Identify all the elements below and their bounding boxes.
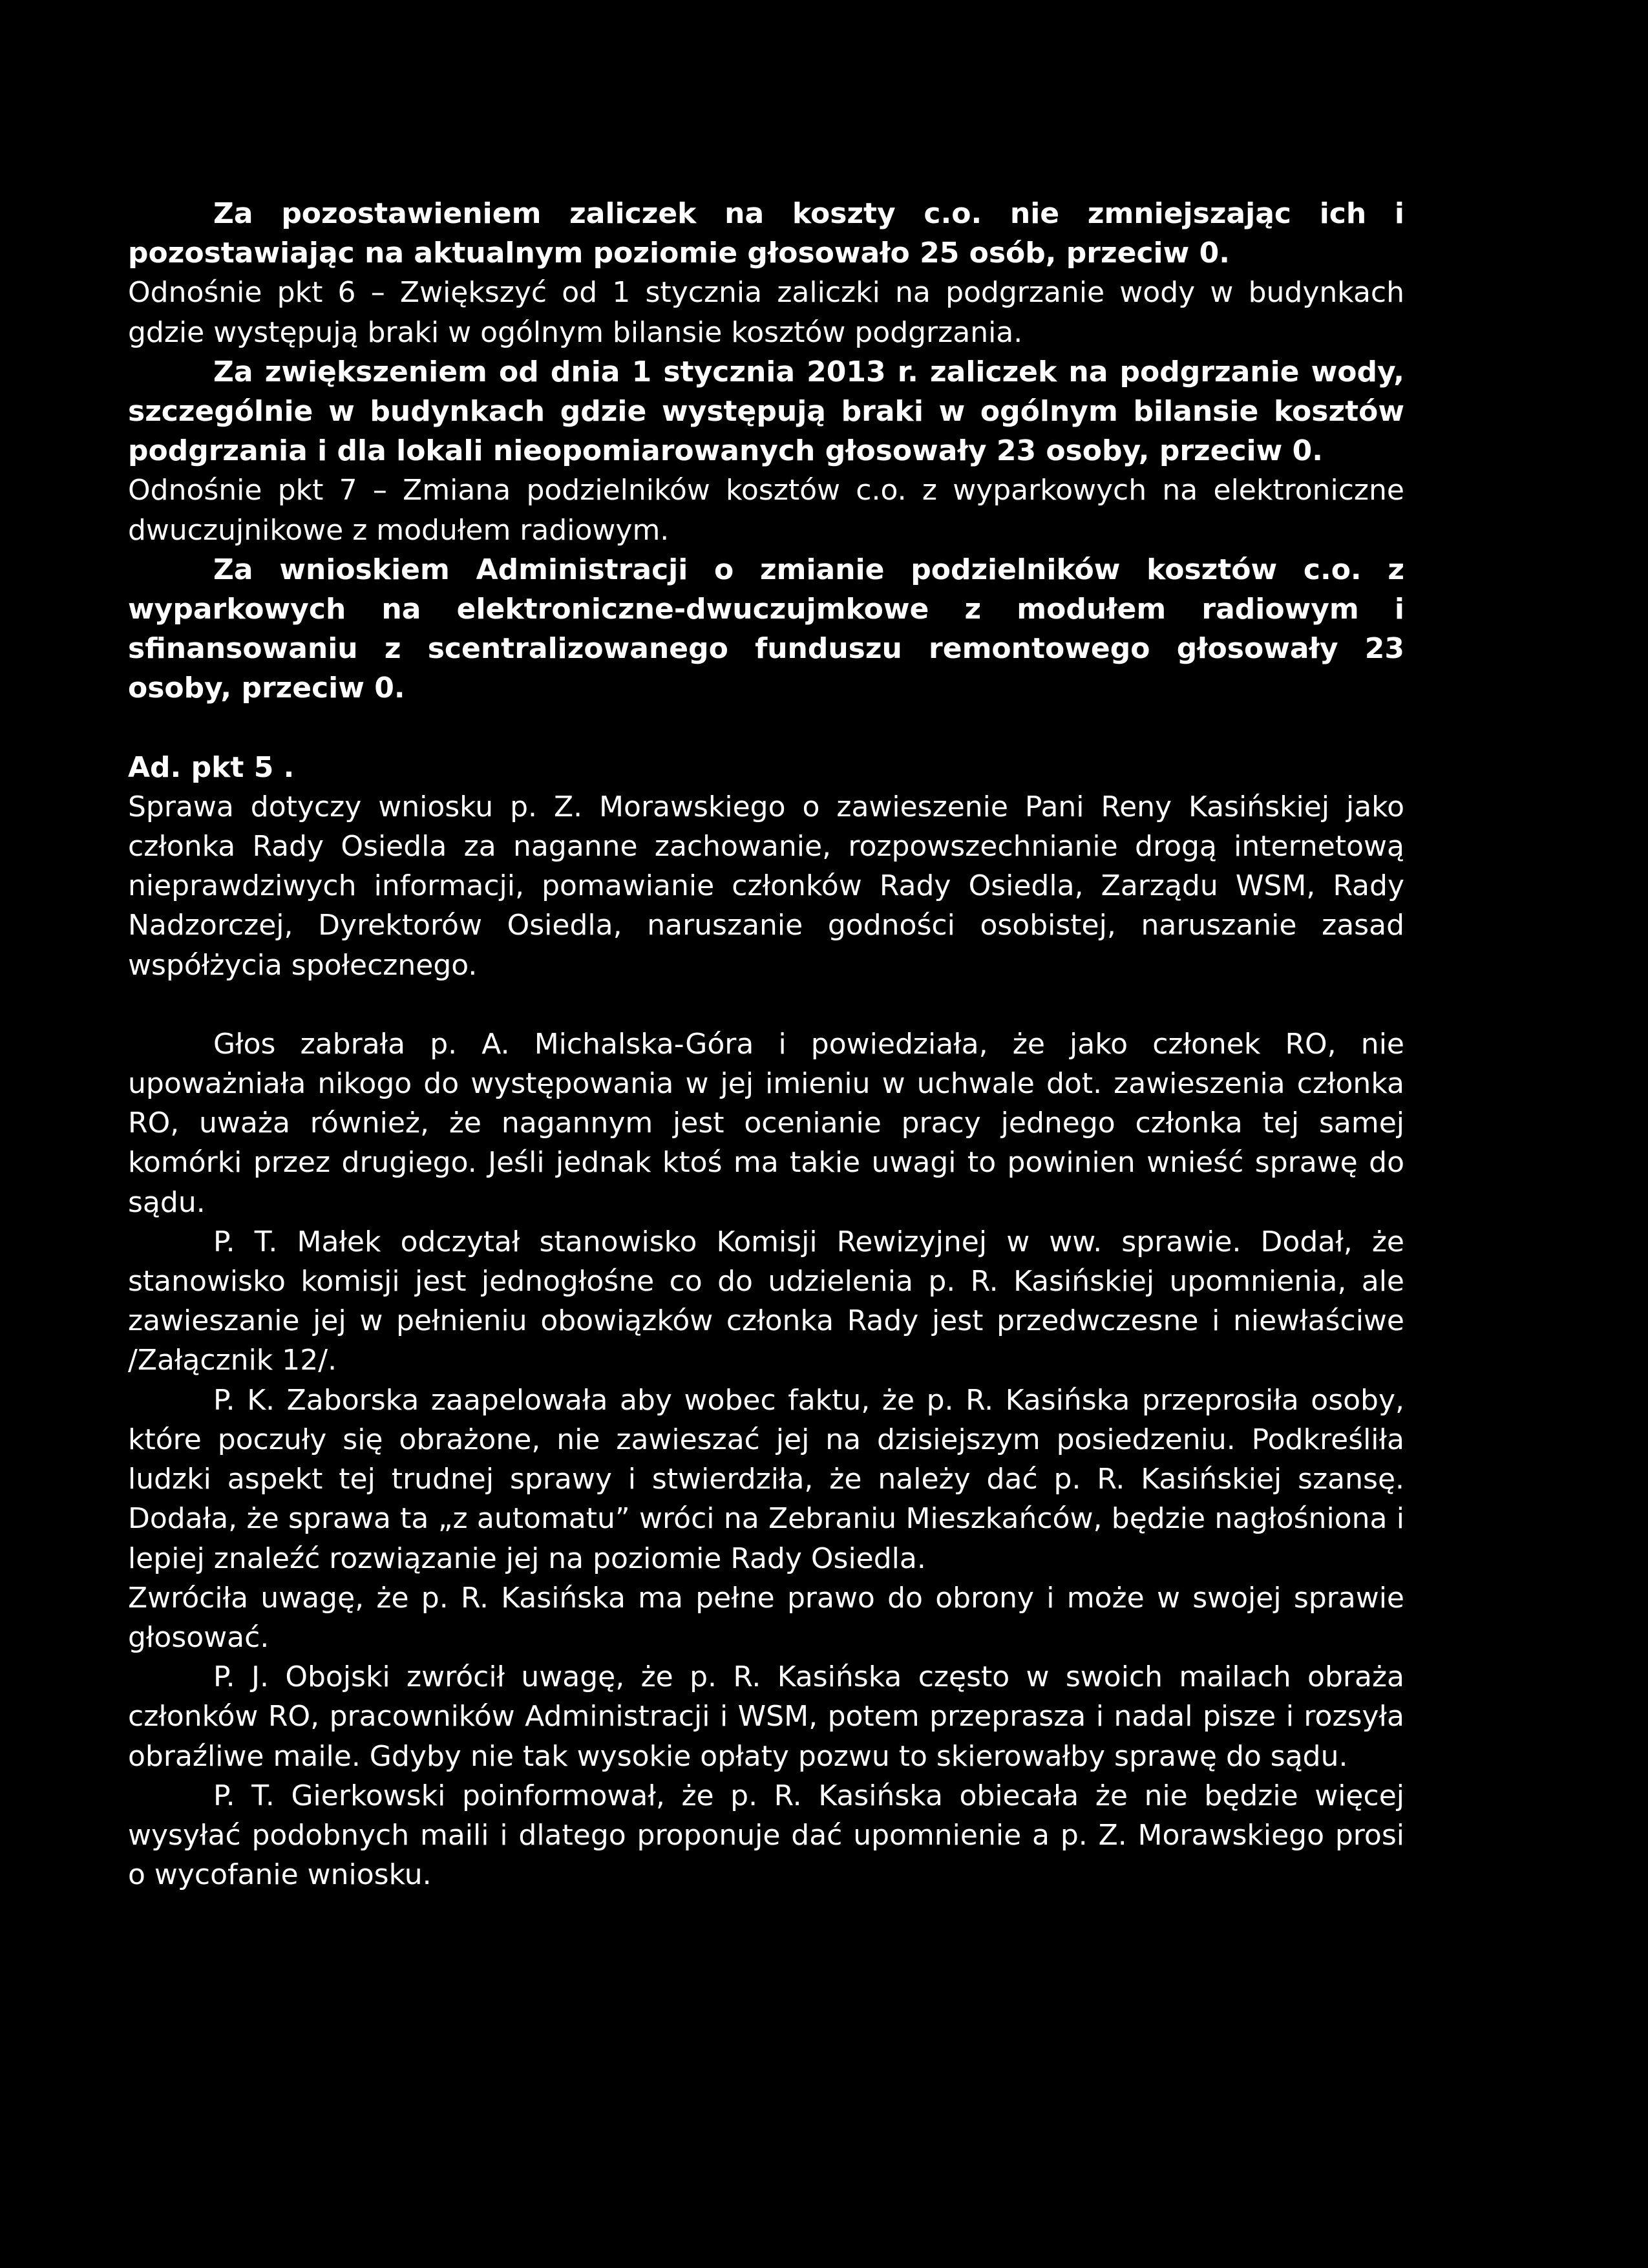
paragraph-gierkowski: P. T. Gierkowski poinformował, że p. R. Kasińska obiecała że nie będzie więcej wysyłać podobnych maili i dlatego proponuje dać upomnienie a p. Z. Morawskiego prosi o wycofanie wniosku. (128, 1779, 1404, 1892)
paragraph-point-7: Odnośnie pkt 7 – Zmiana podzielników kosztów c.o. z wyparkowych na elektroniczne dwuczujnikowe z modułem radiowym. (128, 474, 1404, 547)
paragraph-malek: P. T. Małek odczytał stanowisko Komisji Rewizyjnej w ww. sprawie. Dodał, że stanowisko komisji jest jednogłośne co do udzielenia p. R. Kasińskiej upomnienia, ale zawieszanie jej w pełnieniu obowiązków członka Rady jest przedwczesne i niewłaściwe /Załącznik 12/. (128, 1225, 1404, 1377)
paragraph-vote-water-heating: Za zwiększeniem od dnia 1 stycznia 2013 r. zaliczek na podgrzanie wody, szczególnie w budynkach gdzie występują braki w ogólnym bilansie kosztów podgrzania i dla lokali nieopomiarowanych głosowały 23 osoby, przeciw 0. (128, 355, 1404, 468)
paragraph-vote-heating-advances: Za pozostawieniem zaliczek na koszty c.o. nie zmniejszając ich i pozostawiając na aktualnym poziomie głosowało 25 osób, przeciw 0. (128, 197, 1404, 270)
document-body (128, 194, 1404, 1894)
paragraph-michalska-gora: Głos zabrała p. A. Michalska-Góra i powiedziała, że jako członek RO, nie upoważniała nikogo do występowania w jej imieniu w uchwale dot. zawieszenia członka RO, uważa również, że nagannym jest ocenianie pracy jednego członka tej samej komórki przez drugiego. Jeśli jednak ktoś ma takie uwagi to powinien wnieść sprawę do sądu. (128, 1027, 1404, 1219)
paragraph-motion-description: Sprawa dotyczy wniosku p. Z. Morawskiego o zawieszenie Pani Reny Kasińskiej jako członka Rady Osiedla za naganne zachowanie, rozpowszechnianie drogą internetową nieprawdziwych informacji, pomawianie członków Rady Osiedla, Zarządu WSM, Rady Nadzorczej, Dyrektorów Osiedla, naruszanie godności osobistej, naruszanie zasad współżycia społecznego. (128, 790, 1404, 982)
paragraph-obojski: P. J. Obojski zwrócił uwagę, że p. R. Kasińska często w swoich mailach obraża członków RO, pracowników Administracji i WSM, potem przeprasza i nadal pisze i rozsyła obraźliwe maile. Gdyby nie tak wysokie opłaty pozwu to skierowałby sprawę do sądu. (128, 1660, 1404, 1773)
paragraph-zaborska: P. K. Zaborska zaapelowała aby wobec faktu, że p. R. Kasińska przeprosiła osoby, które poczuły się obrażone, nie zawieszać jej na dzisiejszym posiedzeniu. Podkreśliła ludzki aspekt tej trudnej sprawy i stwierdziła, że należy dać p. R. Kasińskiej szansę. Dodała, że sprawa ta „z automatu” wróci na Zebraniu Mieszkańców, będzie nagłośniona i lepiej znaleźć rozwiązanie jej na poziomie Rady Osiedla. (128, 1383, 1404, 1575)
paragraph-point-6: Odnośnie pkt 6 – Zwiększyć od 1 stycznia zaliczki na podgrzanie wody w budynkach gdzie występują braki w ogólnym bilansie kosztów podgrzania. (128, 276, 1404, 349)
paragraph-right-to-defense: Zwróciła uwagę, że p. R. Kasińska ma pełne prawo do obrony i może w swojej sprawie głosować. (128, 1581, 1404, 1654)
paragraph-vote-cost-allocators: Za wnioskiem Administracji o zmianie podzielników kosztów c.o. z wyparkowych na elektroniczne-dwuczujmkowe z modułem radiowym i sfinansowaniu z scentralizowanego funduszu remontowego głosowały 23 osoby, przeciw 0. (128, 553, 1404, 705)
section-heading: Ad. pkt 5 . (128, 750, 295, 784)
